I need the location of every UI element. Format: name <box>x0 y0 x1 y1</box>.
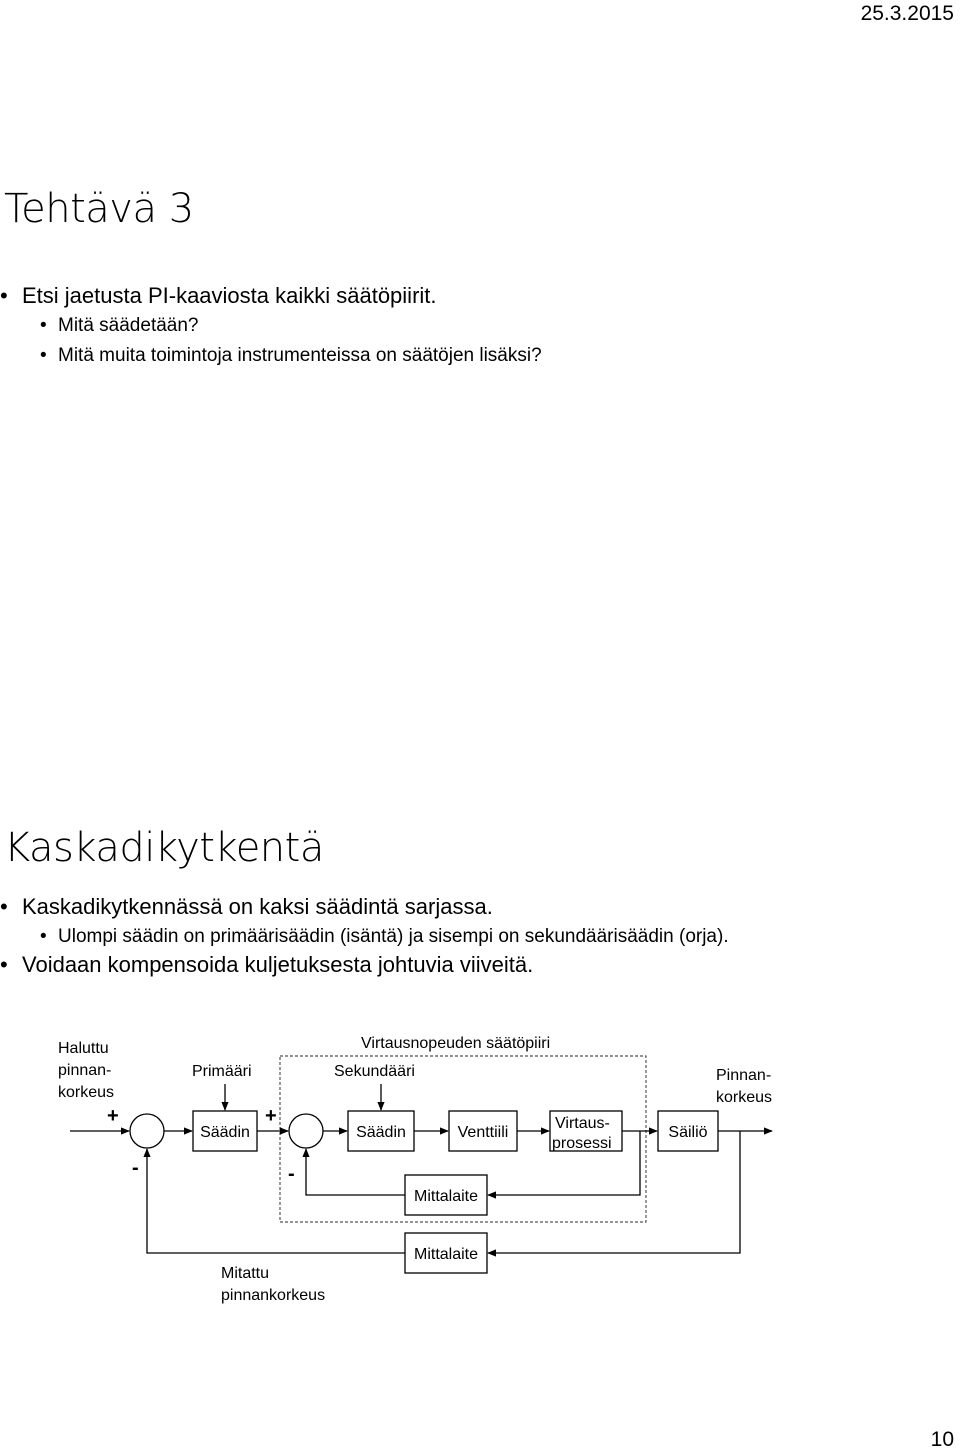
summing-junction-inner <box>289 1114 323 1148</box>
output-label-1: Pinnan- <box>716 1067 772 1084</box>
inner-loop-label: Virtausnopeuden säätöpiiri <box>361 1035 551 1052</box>
slide-title-task3: Tehtävä 3 <box>4 186 194 232</box>
sub-bullet-item: • Ulompi säädin on primäärisäädin (isäntä) ja sisempi on sekundäärisäädin (orja). <box>0 923 798 951</box>
secondary-controller-label: Säädin <box>356 1124 406 1141</box>
sign-minus-1: - <box>132 1157 139 1179</box>
setpoint-label-3: korkeus <box>58 1084 115 1101</box>
bullet-item: • Voidaan kompensoida kuljetuksesta johtuvia viiveitä. <box>0 951 798 981</box>
flow-process-label-2: prosessi <box>552 1135 612 1152</box>
slide-date: 25.3.2015 <box>860 2 954 25</box>
setpoint-label-2: pinnan- <box>58 1062 112 1079</box>
sign-minus-2: - <box>288 1163 295 1185</box>
signal-connections <box>70 1084 772 1253</box>
measured-label-1: Mitattu <box>221 1265 270 1282</box>
task-bullet-list <box>0 282 542 372</box>
measured-label-2: pinnankorkeus <box>221 1287 326 1304</box>
slide-title-cascade: Kaskadikytkentä <box>4 825 324 871</box>
summing-junction-outer <box>130 1114 164 1148</box>
setpoint-label-1: Haluttu <box>58 1040 109 1057</box>
tank-label: Säiliö <box>668 1124 708 1141</box>
sign-plus-2: + <box>265 1105 277 1127</box>
sub-bullet-item: • Mitä muita toimintoja instrumenteissa on säätöjen lisäksi? <box>0 342 542 372</box>
secondary-label: Sekundääri <box>334 1063 415 1080</box>
page-number: 10 <box>930 1428 954 1451</box>
bullet-item: • Etsi jaetusta PI-kaaviosta kaikki säätöpiirit. <box>0 282 542 312</box>
sign-plus-1: + <box>107 1105 119 1127</box>
valve-label: Venttiili <box>457 1124 509 1141</box>
output-label-2: korkeus <box>716 1089 773 1106</box>
inner-sensor-label: Mittalaite <box>413 1188 479 1205</box>
cascade-block-diagram <box>0 1028 960 1328</box>
primary-label: Primääri <box>192 1063 252 1080</box>
outer-sensor-label: Mittalaite <box>413 1246 479 1263</box>
flow-process-label-1: Virtaus- <box>555 1115 610 1132</box>
primary-controller-label: Säädin <box>200 1124 250 1141</box>
cascade-bullet-list <box>0 893 798 981</box>
sub-bullet-item: • Mitä säädetään? <box>0 312 542 342</box>
bullet-item: • Kaskadikytkennässä on kaksi säädintä sarjassa. <box>0 893 798 923</box>
